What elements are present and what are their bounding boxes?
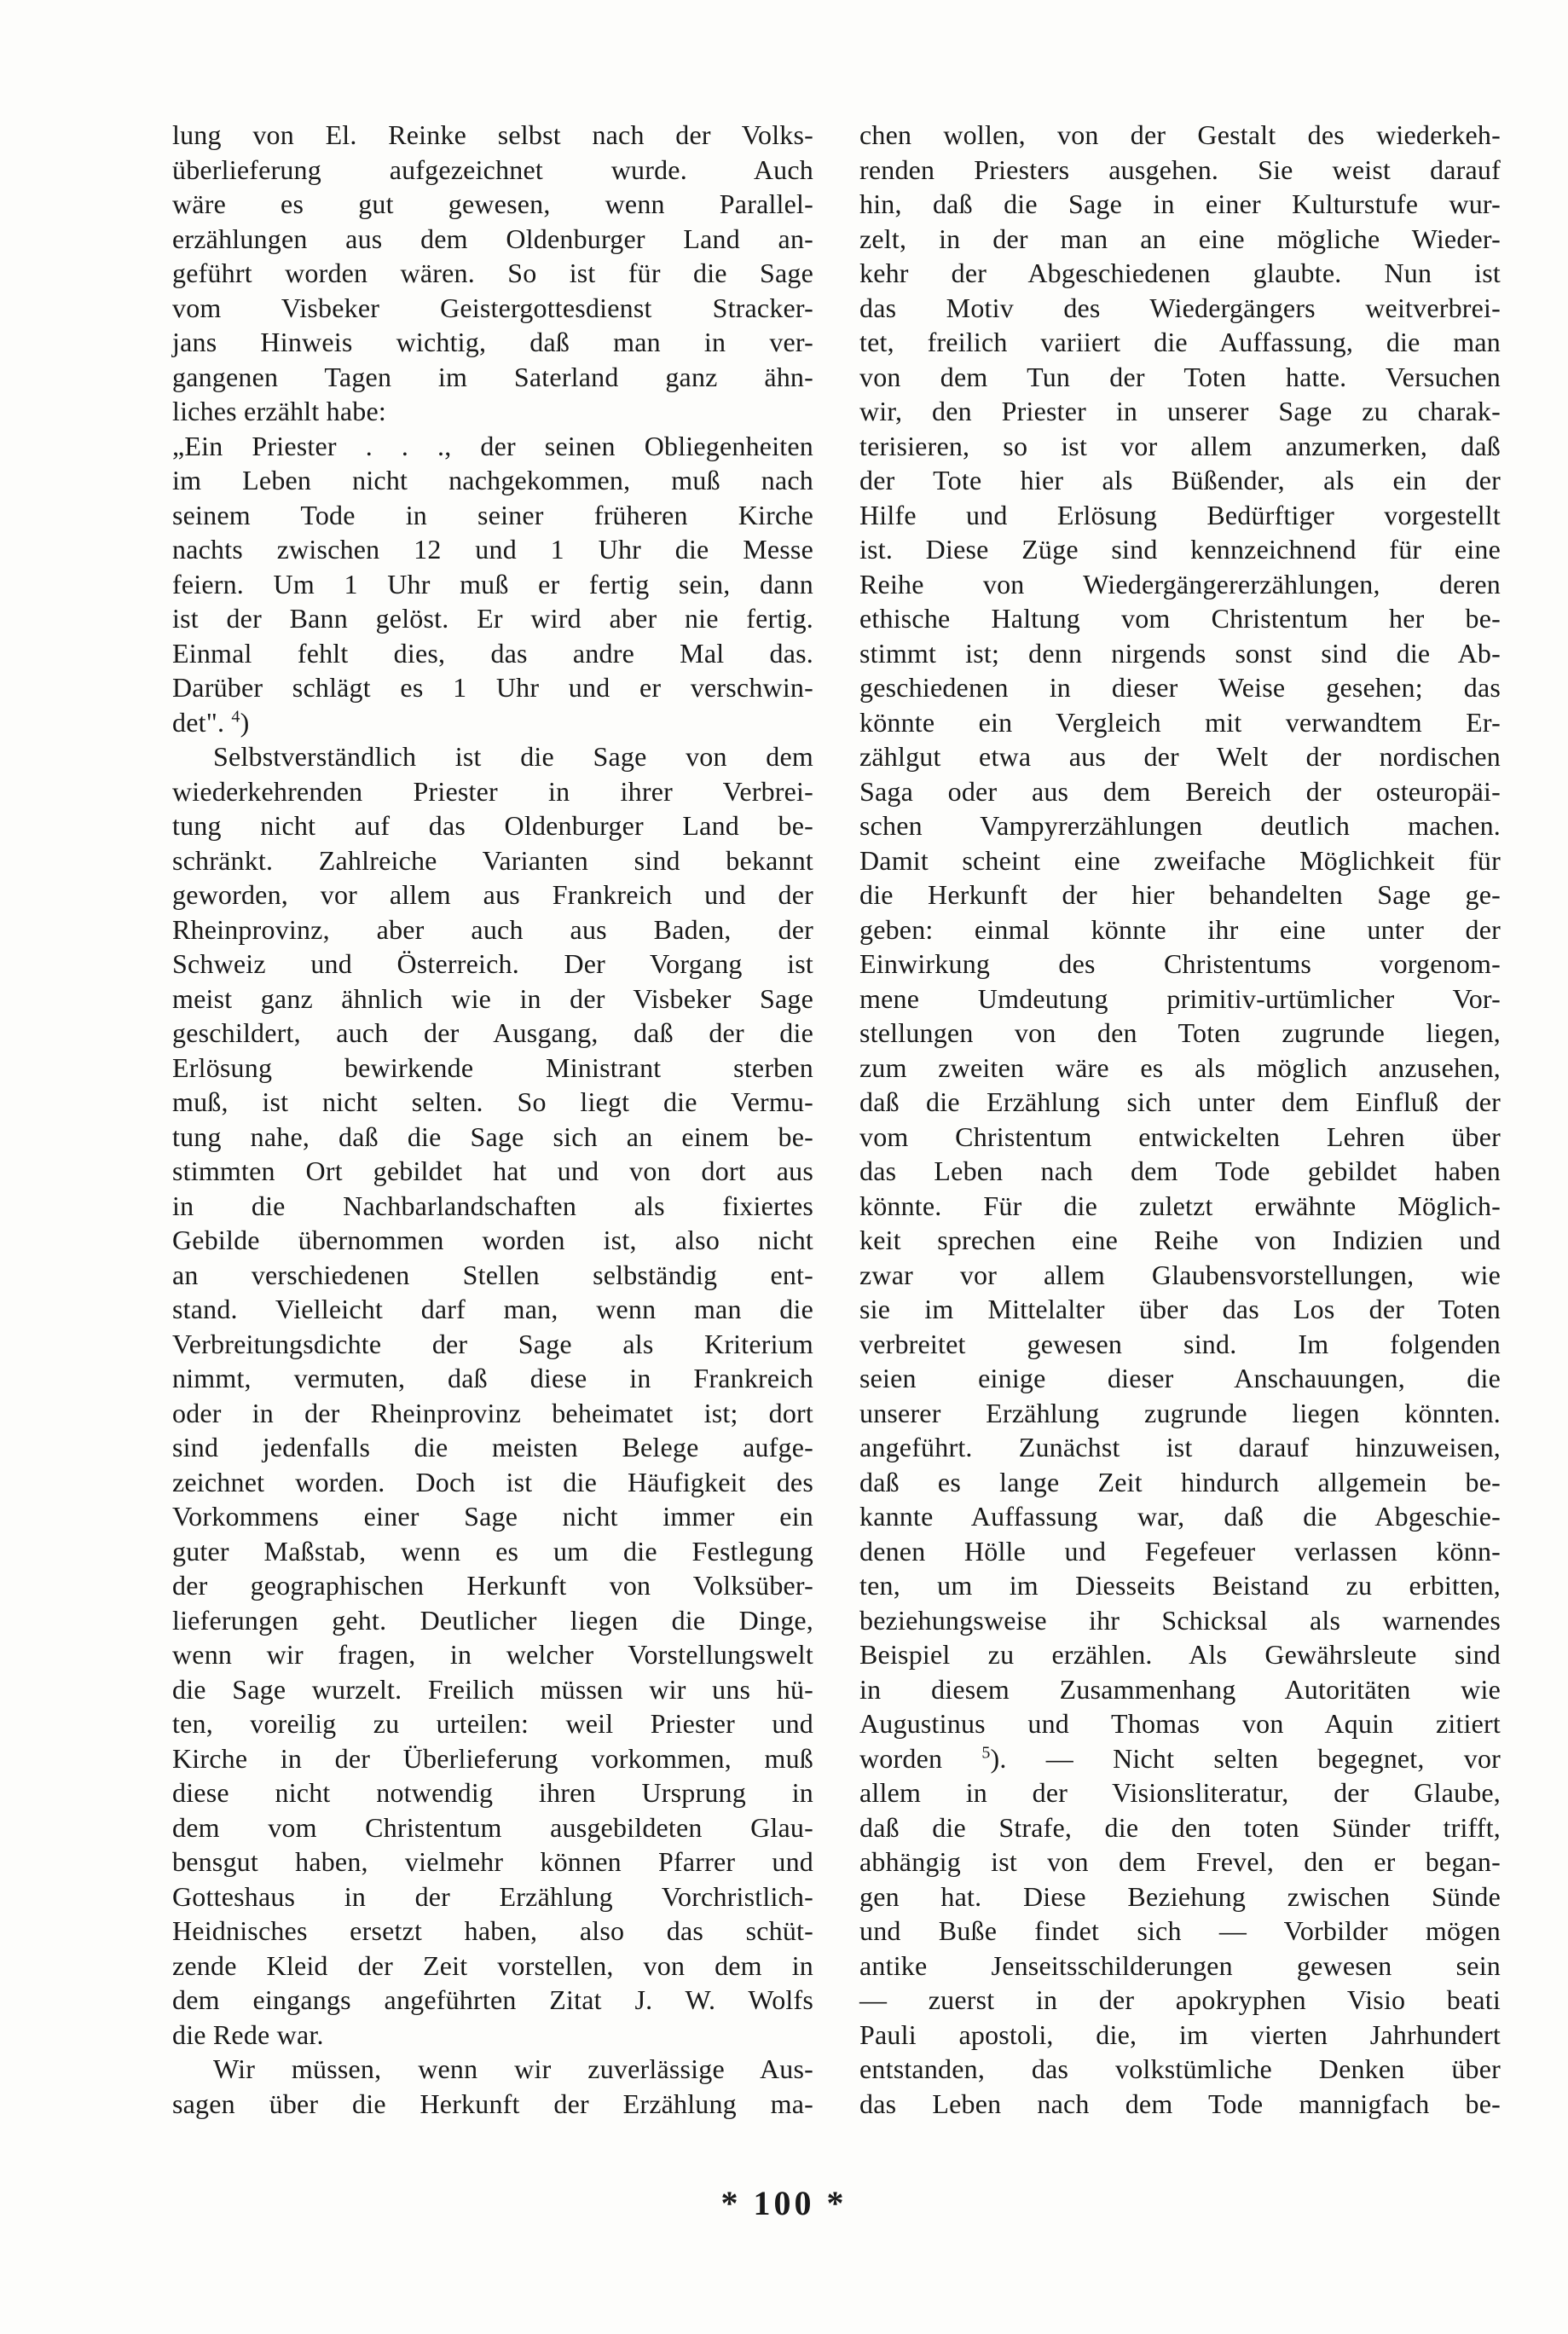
right-column-text-line: wir, den Priester in unserer Sage zu charak- <box>859 396 1501 426</box>
right-column-text-line: ist. Diese Züge sind kennzeichnend für eine <box>859 534 1501 565</box>
left-column-text-line: lung von El. Reinke selbst nach der Volks- <box>172 119 813 150</box>
right-column-text-line: geschiedenen in dieser Weise gesehen; das <box>859 672 1501 703</box>
left-column-text-line: oder in der Rheinprovinz beheimatet ist; dort <box>172 1397 813 1428</box>
left-column-text-line: sagen über die Herkunft der Erzählung ma- <box>172 2088 813 2119</box>
right-column-text-line: könnte. Für die zuletzt erwähnte Möglich- <box>859 1190 1501 1221</box>
right-column-text-line: stellungen von den Toten zugrunde liegen, <box>859 1017 1501 1048</box>
left-column-text-line: nimmt, vermuten, daß diese in Frankreich <box>172 1363 813 1393</box>
footnote-reference: 5 <box>981 1742 991 1762</box>
right-column-text-line: kannte Auffassung war, daß die Abgeschie- <box>859 1501 1501 1532</box>
left-column-text-line: erzählungen aus dem Oldenburger Land an- <box>172 223 813 254</box>
right-column-text-line: ten, um im Diesseits Beistand zu erbitten, <box>859 1570 1501 1601</box>
right-column-text-line: zelt, in der man an eine mögliche Wieder- <box>859 223 1501 254</box>
right-column-text-line: Hilfe und Erlösung Bedürftiger vorgestellt <box>859 499 1501 530</box>
left-column-text-line: dem eingangs angeführten Zitat J. W. Wolfs <box>172 1984 813 2015</box>
left-column-text-line: Wir müssen, wenn wir zuverlässige Aus- <box>213 2053 813 2084</box>
left-column-text-line: Darüber schlägt es 1 Uhr und er verschwin- <box>172 672 813 703</box>
right-column-text-line: Beispiel zu erzählen. Als Gewährsleute sind <box>859 1639 1501 1670</box>
right-column-text-line: abhängig ist von dem Frevel, den er began- <box>859 1846 1501 1877</box>
right-column-text-line: seien einige dieser Anschauungen, die <box>859 1363 1501 1393</box>
right-column-text-line: Damit scheint eine zweifache Möglichkeit für <box>859 844 1501 876</box>
right-column-text-line: Augustinus und Thomas von Aquin zitiert <box>859 1708 1501 1739</box>
line-text: worden <box>859 1742 982 1774</box>
right-column-text-line: unserer Erzählung zugrunde liegen könnten. <box>859 1397 1501 1428</box>
left-column-text-line: tung nahe, daß die Sage sich an einem be- <box>172 1121 813 1152</box>
right-column-text-line: — zuerst in der apokryphen Visio beati <box>859 1984 1501 2015</box>
left-column-text-line: der geographischen Herkunft von Volksüber- <box>172 1570 813 1601</box>
left-column-text-line: stimmten Ort gebildet hat und von dort aus <box>172 1155 813 1186</box>
left-column-text-line: Rheinprovinz, aber auch aus Baden, der <box>172 913 813 945</box>
footnote-reference: 4 <box>231 706 240 726</box>
left-column-text-line: Gebilde übernommen worden ist, also nicht <box>172 1225 813 1255</box>
right-column-text-line: tet, freilich variiert die Auffassung, die man <box>859 327 1501 357</box>
right-column-text-line: chen wollen, von der Gestalt des wiederkeh- <box>859 119 1501 150</box>
left-column-text-line: nachts zwischen 12 und 1 Uhr die Messe <box>172 534 813 565</box>
left-column-text-line: die Rede war. <box>172 2018 324 2050</box>
left-column-text-line: Verbreitungsdichte der Sage als Kriterium <box>172 1328 813 1359</box>
right-column-text-line: Reihe von Wiedergängererzählungen, deren <box>859 568 1501 599</box>
right-column-text-line: daß es lange Zeit hindurch allgemein be- <box>859 1466 1501 1497</box>
left-column-text-line: liches erzählt habe: <box>172 396 386 426</box>
right-column-text-line: angeführt. Zunächst ist darauf hinzuweisen, <box>859 1432 1501 1462</box>
left-column-text-line: geführt worden wären. So ist für die Sage <box>172 258 813 288</box>
left-column-text-line: jans Hinweis wichtig, daß man in ver- <box>172 327 813 357</box>
left-column-text-line: zende Kleid der Zeit vorstellen, von dem in <box>172 1949 813 1981</box>
right-column-text-line: von dem Tun der Toten hatte. Versuchen <box>859 361 1501 392</box>
left-column-text-line: diese nicht notwendig ihren Ursprung in <box>172 1777 813 1808</box>
right-column-text-line: in diesem Zusammenhang Autoritäten wie <box>859 1673 1501 1705</box>
left-column-text-line: Gotteshaus in der Erzählung Vorchristlich- <box>172 1880 813 1912</box>
left-column-text-line: bensgut haben, vielmehr können Pfarrer und <box>172 1846 813 1877</box>
right-column-text-line: schen Vampyrerzählungen deutlich machen. <box>859 810 1501 841</box>
left-column-text-line: muß, ist nicht selten. So liegt die Vermu- <box>172 1086 813 1117</box>
left-column-text-line: guter Maßstab, wenn es um die Festlegung <box>172 1535 813 1567</box>
left-column-text-line: Heidnisches ersetzt haben, also das schüt- <box>172 1915 813 1946</box>
right-column-text-line: daß die Erzählung sich unter dem Einfluß der <box>859 1086 1501 1117</box>
right-column <box>859 118 1501 2121</box>
left-column-text-line: wäre es gut gewesen, wenn Parallel- <box>172 188 813 219</box>
page-number: * 100 * <box>720 2184 848 2222</box>
left-column-text-line <box>172 705 813 740</box>
right-column-text-line: verbreitet gewesen sind. Im folgenden <box>859 1328 1501 1359</box>
right-column-text-line: vom Christentum entwickelten Lehren über <box>859 1121 1501 1152</box>
left-column-text-line: schränkt. Zahlreiche Varianten sind bekannt <box>172 844 813 876</box>
right-column-text-line: denen Hölle und Fegefeuer verlassen könn- <box>859 1535 1501 1567</box>
right-column-text-line: sie im Mittelalter über das Los der Toten <box>859 1294 1501 1324</box>
left-column-text-line: geworden, vor allem aus Frankreich und der <box>172 879 813 910</box>
right-column-text-line: der Tote hier als Büßender, als ein der <box>859 465 1501 495</box>
left-column-text-line: wenn wir fragen, in welcher Vorstellungswelt <box>172 1639 813 1670</box>
right-column-text-line: stimmt ist; denn nirgends sonst sind die Ab- <box>859 637 1501 669</box>
right-column-text-line: gen hat. Diese Beziehung zwischen Sünde <box>859 1880 1501 1912</box>
line-text-after-footnote: ) <box>240 706 250 738</box>
left-column-text-line: Vorkommens einer Sage nicht immer ein <box>172 1501 813 1532</box>
left-column <box>172 118 813 2121</box>
left-column-text-line: Einmal fehlt dies, das andre Mal das. <box>172 637 813 669</box>
left-column-text-line: ist der Bann gelöst. Er wird aber nie fertig. <box>172 603 813 634</box>
left-column-text-line: dem vom Christentum ausgebildeten Glau- <box>172 1811 813 1843</box>
right-column-text-line: antike Jenseitsschilderungen gewesen sein <box>859 1949 1501 1981</box>
left-column-text-line: „Ein Priester . . ., der seinen Obliegenheiten <box>172 430 813 461</box>
line-text-after-footnote: ). — Nicht selten begegnet, vor <box>990 1742 1501 1774</box>
left-column-text-line: Erlösung bewirkende Ministrant sterben <box>172 1051 813 1083</box>
right-column-text-line: hin, daß die Sage in einer Kulturstufe wur- <box>859 188 1501 219</box>
right-column-text-line: ethische Haltung vom Christentum her be- <box>859 603 1501 634</box>
left-column-text-line: überlieferung aufgezeichnet wurde. Auch <box>172 153 813 185</box>
right-column-text-line: renden Priesters ausgehen. Sie weist darauf <box>859 153 1501 185</box>
left-column-text-line: lieferungen geht. Deutlicher liegen die Dinge, <box>172 1604 813 1636</box>
right-column-text-line: mene Umdeutung primitiv-urtümlicher Vor- <box>859 982 1501 1014</box>
left-column-text-line: wiederkehrenden Priester in ihrer Verbrei- <box>172 775 813 807</box>
left-column-text-line: tung nicht auf das Oldenburger Land be- <box>172 810 813 841</box>
left-column-text-line: im Leben nicht nachgekommen, muß nach <box>172 465 813 495</box>
left-column-text-line: ten, voreilig zu urteilen: weil Priester und <box>172 1708 813 1739</box>
right-column-text-line: daß die Strafe, die den toten Sünder trifft, <box>859 1811 1501 1843</box>
left-column-text-line: meist ganz ähnlich wie in der Visbeker Sage <box>172 982 813 1014</box>
right-column-text-line: allem in der Visionsliteratur, der Glaube, <box>859 1777 1501 1808</box>
left-column-text-line: zeichnet worden. Doch ist die Häufigkeit des <box>172 1466 813 1497</box>
right-column-text-line: entstanden, das volkstümliche Denken über <box>859 2053 1501 2084</box>
left-column-text-line: Schweiz und Österreich. Der Vorgang ist <box>172 948 813 979</box>
left-column-text-line: gangenen Tagen im Saterland ganz ähn- <box>172 361 813 392</box>
right-column-text-line: Einwirkung des Christentums vorgenom- <box>859 948 1501 979</box>
line-text: det". <box>172 706 232 738</box>
left-column-text-line: an verschiedenen Stellen selbständig ent- <box>172 1259 813 1290</box>
right-column-text-line: geben: einmal könnte ihr eine unter der <box>859 913 1501 945</box>
right-column-text-line: terisieren, so ist vor allem anzumerken, daß <box>859 430 1501 461</box>
left-column-text-line: feiern. Um 1 Uhr muß er fertig sein, dann <box>172 568 813 599</box>
right-column-text-line: das Motiv des Wiedergängers weitverbrei- <box>859 292 1501 323</box>
right-column-text-line: könnte ein Vergleich mit verwandtem Er- <box>859 706 1501 738</box>
right-column-text-line: und Buße findet sich — Vorbilder mögen <box>859 1915 1501 1946</box>
left-column-text-line: geschildert, auch der Ausgang, daß der die <box>172 1017 813 1048</box>
left-column-text-line: in die Nachbarlandschaften als fixiertes <box>172 1190 813 1221</box>
right-column-text-line: kehr der Abgeschiedenen glaubte. Nun ist <box>859 258 1501 288</box>
right-column-text-line: das Leben nach dem Tode mannigfach be- <box>859 2088 1501 2119</box>
left-column-text-line: Kirche in der Überlieferung vorkommen, muß <box>172 1742 813 1774</box>
right-column-text-line: zum zweiten wäre es als möglich anzusehen, <box>859 1051 1501 1083</box>
right-column-text-line: beziehungsweise ihr Schicksal als warnendes <box>859 1604 1501 1636</box>
left-column-text-line: Selbstverständlich ist die Sage von dem <box>213 741 813 772</box>
right-column-text-line: Pauli apostoli, die, im vierten Jahrhundert <box>859 2018 1501 2050</box>
left-column-text-line: sind jedenfalls die meisten Belege aufge- <box>172 1432 813 1462</box>
right-column-text-line <box>859 1741 1501 1776</box>
left-column-text-line: die Sage wurzelt. Freilich müssen wir uns hü- <box>172 1673 813 1705</box>
left-column-text-line: seinem Tode in seiner früheren Kirche <box>172 499 813 530</box>
right-column-text-line: die Herkunft der hier behandelten Sage ge- <box>859 879 1501 910</box>
right-column-text-line: zwar vor allem Glaubensvorstellungen, wie <box>859 1259 1501 1290</box>
right-column-text-line: das Leben nach dem Tode gebildet haben <box>859 1155 1501 1186</box>
right-column-text-line: zählgut etwa aus der Welt der nordischen <box>859 741 1501 772</box>
right-column-text-line: keit sprechen eine Reihe von Indizien und <box>859 1225 1501 1255</box>
left-column-text-line: stand. Vielleicht darf man, wenn man die <box>172 1294 813 1324</box>
right-column-text-line: Saga oder aus dem Bereich der osteuropäi- <box>859 775 1501 807</box>
left-column-text-line: vom Visbeker Geistergottesdienst Stracker- <box>172 292 813 323</box>
